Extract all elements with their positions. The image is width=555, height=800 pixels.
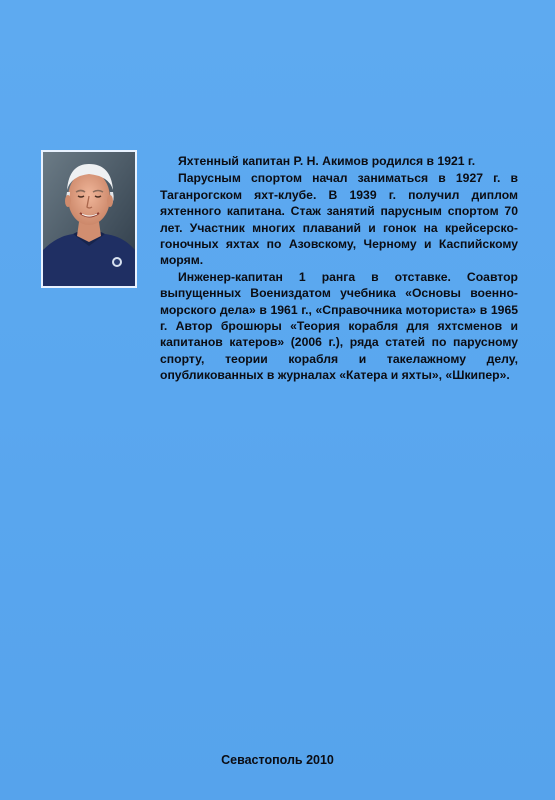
- bio-paragraph-career: Инженер-капитан 1 ранга в отставке. Соавтор выпущенных Воениздатом учебника «Основы военно-морского дела» в 1961 г., «Справочника моториста» в 1965 г. Автор брошюры «Теория корабля для яхтсменов и капитанов катеров» (2006 г.), ряда статей по парусному спорту, теории корабля и такелажному делу, опубликованных в журналах «Катера и яхты», «Шкипер».: [160, 269, 518, 383]
- author-biography: [160, 153, 518, 384]
- author-portrait: [41, 150, 137, 288]
- bio-paragraph-sailing: Парусным спортом начал заниматься в 1927 г. в Таганрогском яхт-клубе. В 1939 г. получил диплом яхтенного капитана. Стаж занятий парусным спортом 70 лет. Участник многих плаваний и гонок на крейсерско-гоночных яхтах по Азовскому, Черному и Каспийскому морям.: [160, 171, 518, 268]
- author-portrait-image: [43, 152, 135, 286]
- bio-paragraph-intro: Яхтенный капитан Р. Н. Акимов родился в 1921 г.: [178, 154, 476, 168]
- publication-place-year: Севастополь 2010: [221, 753, 334, 767]
